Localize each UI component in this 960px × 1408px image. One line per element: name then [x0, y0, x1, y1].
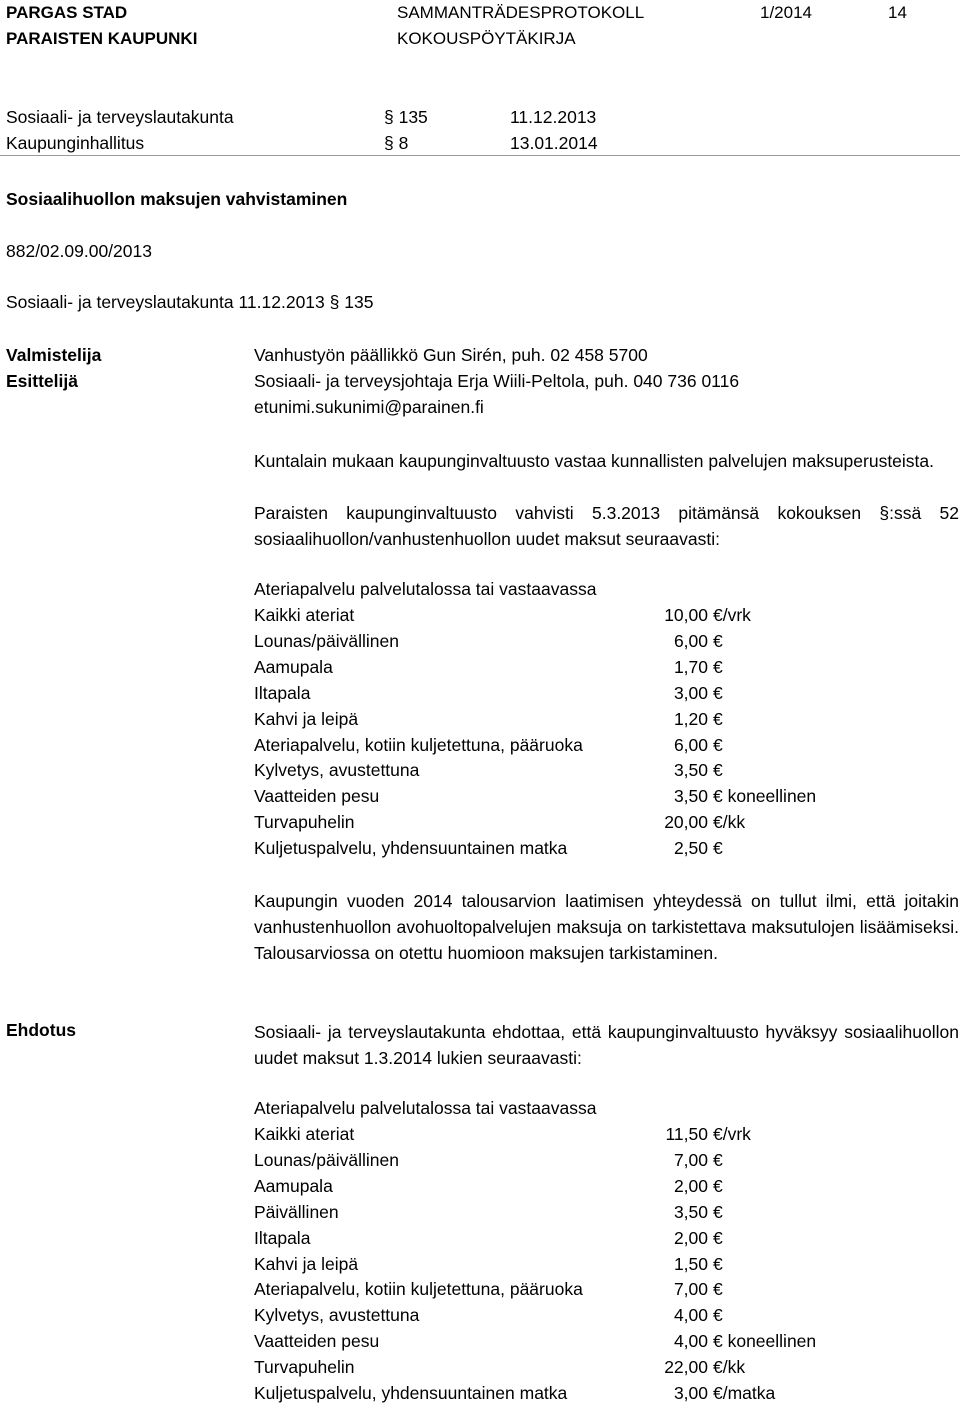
fee-value: 6,00 — [673, 734, 708, 755]
fee-label: Kaikki ateriat — [254, 605, 355, 625]
fee-unit: € — [713, 682, 723, 703]
fee-label: Iltapala — [254, 682, 311, 703]
fee-label: Vaatteiden pesu — [254, 1331, 380, 1352]
fee-unit: € — [713, 708, 723, 729]
fee-row — [254, 759, 854, 785]
fee-value: 3,50 — [673, 786, 708, 807]
fee-row — [254, 1253, 854, 1279]
fee-row — [254, 837, 854, 863]
fee-value: 1,70 — [673, 656, 708, 677]
fee-label: Lounas/päivällinen — [254, 630, 399, 651]
fee-unit: €/vrk — [713, 605, 751, 625]
fee-label: Päivällinen — [254, 1201, 339, 1222]
fee-value: 3,00 — [673, 1383, 708, 1403]
fee-row — [254, 1123, 854, 1149]
fee-unit: € — [713, 734, 723, 755]
fee-value: 1,50 — [673, 1253, 708, 1274]
fee-unit: € — [713, 1279, 723, 1300]
meeting-section: § 8 — [384, 133, 409, 153]
fee-row — [254, 656, 854, 682]
meeting-section: § 135 — [384, 107, 428, 127]
proposal-text: Sosiaali- ja terveyslautakunta ehdottaa, että kaupunginvaltuusto hyväksyy sosiaalihuollon uudet maksut 1.3.2014 lukien seuraavasti: — [254, 1022, 959, 1068]
page-number: 14 — [888, 3, 907, 22]
fee-row — [254, 1382, 854, 1408]
fee-row — [254, 1356, 854, 1382]
fee-value: 6,00 — [673, 630, 708, 651]
fee-row — [254, 708, 854, 734]
fee-unit: €/kk — [713, 812, 746, 833]
doc-type-fi: KOKOUSPÖYTÄKIRJA — [397, 29, 576, 48]
fee-value: 7,00 — [673, 1279, 708, 1300]
fee-label: Kylvetys, avustettuna — [254, 1305, 420, 1326]
fee-value: 4,00 — [673, 1331, 708, 1352]
reference-number: 882/02.09.00/2013 — [6, 241, 152, 261]
intro-paragraph-1: Kuntalain mukaan kaupunginvaltuusto vastaa kunnallisten palvelujen maksuperusteista. — [254, 451, 935, 471]
fee-row — [254, 1201, 854, 1227]
new-fees-heading: Ateriapalvelu palvelutalossa tai vastaavassa — [254, 1098, 597, 1118]
fee-label: Vaatteiden pesu — [254, 786, 380, 807]
fee-value: 2,00 — [673, 1175, 708, 1196]
budget-note: Kaupungin vuoden 2014 talousarvion laatimisen yhteydessä on tullut ilmi, että joitakin vanhustenhuollon avohuoltopalvelujen maksuja on tarkistettava maksutulojen lisäämiseksi. Talousarviossa on otettu huomioon maksujen tarkistaminen. — [254, 891, 959, 963]
fee-value: 1,20 — [673, 708, 708, 729]
org-name-sv: PARGAS STAD — [6, 3, 128, 22]
fee-unit: € koneellinen — [713, 786, 817, 807]
fee-label: Turvapuhelin — [254, 1357, 355, 1378]
fee-row — [254, 1330, 854, 1356]
fee-row — [254, 1278, 854, 1304]
header-divider — [0, 155, 960, 156]
esittelija-text: Sosiaali- ja terveysjohtaja Erja Wiili-Peltola, puh. 040 736 0116 — [254, 371, 740, 391]
fee-unit: € — [713, 656, 723, 677]
fee-value: 2,50 — [673, 838, 708, 859]
fee-value: 10,00 — [664, 605, 708, 625]
fee-unit: € — [713, 1149, 723, 1170]
meeting-date: 11.12.2013 — [510, 107, 597, 127]
fee-label: Kuljetuspalvelu, yhdensuuntainen matka — [254, 1383, 568, 1403]
fee-row — [254, 604, 854, 630]
valmistelija-label: Valmistelija — [6, 345, 102, 365]
issue-number: 1/2014 — [760, 3, 812, 22]
fee-value: 11,50 — [665, 1124, 708, 1144]
fee-row — [254, 811, 854, 837]
fee-label: Ateriapalvelu, kotiin kuljetettuna, pääruoka — [254, 734, 583, 755]
current-fees-heading: Ateriapalvelu palvelutalossa tai vastaavassa — [254, 579, 597, 599]
fee-unit: €/vrk — [713, 1124, 751, 1144]
fee-unit: € — [713, 1175, 723, 1196]
fee-label: Kaikki ateriat — [254, 1124, 355, 1144]
fee-label: Kahvi ja leipä — [254, 1253, 359, 1274]
fee-value: 3,00 — [673, 682, 708, 703]
intro-paragraph-2: Paraisten kaupunginvaltuusto vahvisti 5.3.2013 pitämänsä kokouksen §:ssä 52 sosiaalihuollon/vanhustenhuollon uudet maksut seuraavasti: — [254, 503, 959, 549]
fee-value: 4,00 — [673, 1305, 708, 1326]
fee-row — [254, 1227, 854, 1253]
fee-unit: €/matka — [713, 1383, 776, 1403]
fee-row — [254, 734, 854, 760]
fee-unit: € koneellinen — [713, 1331, 817, 1352]
fee-label: Lounas/päivällinen — [254, 1149, 399, 1170]
org-name-fi: PARAISTEN KAUPUNKI — [6, 29, 198, 48]
fee-value: 3,50 — [673, 1201, 708, 1222]
meeting-body: Kaupunginhallitus — [6, 133, 145, 153]
fee-label: Iltapala — [254, 1227, 311, 1248]
esittelija-label: Esittelijä — [6, 371, 78, 391]
valmistelija-text: Vanhustyön päällikkö Gun Sirén, puh. 02 458 5700 — [254, 345, 648, 365]
fee-value: 2,00 — [673, 1227, 708, 1248]
subject-title: Sosiaalihuollon maksujen vahvistaminen — [6, 189, 348, 209]
fee-unit: € — [713, 838, 723, 859]
contact-email: etunimi.sukunimi@parainen.fi — [254, 397, 484, 417]
meeting-body: Sosiaali- ja terveyslautakunta — [6, 107, 234, 127]
prior-meeting: Sosiaali- ja terveyslautakunta 11.12.2013 § 135 — [6, 292, 374, 312]
fee-row — [254, 1149, 854, 1175]
fee-label: Ateriapalvelu, kotiin kuljetettuna, pääruoka — [254, 1279, 583, 1300]
fee-label: Aamupala — [254, 1175, 333, 1196]
fee-row — [254, 682, 854, 708]
fee-value: 20,00 — [664, 812, 708, 833]
fee-unit: € — [713, 1305, 723, 1326]
proposal-label: Ehdotus — [6, 1020, 76, 1040]
meeting-date: 13.01.2014 — [510, 133, 598, 153]
fee-unit: € — [713, 1253, 723, 1274]
fee-label: Aamupala — [254, 656, 333, 677]
fee-unit: € — [713, 1201, 723, 1222]
fee-label: Kylvetys, avustettuna — [254, 760, 420, 781]
fee-value: 22,00 — [664, 1357, 708, 1378]
fee-label: Turvapuhelin — [254, 812, 355, 833]
fee-row — [254, 1304, 854, 1330]
fee-value: 3,50 — [673, 760, 708, 781]
fee-label: Kuljetuspalvelu, yhdensuuntainen matka — [254, 838, 568, 859]
fee-label: Kahvi ja leipä — [254, 708, 359, 729]
doc-type-sv: SAMMANTRÄDESPROTOKOLL — [397, 3, 645, 22]
fee-unit: € — [713, 1227, 723, 1248]
fee-value: 7,00 — [673, 1149, 708, 1170]
fee-unit: € — [713, 630, 723, 651]
fee-unit: €/kk — [713, 1357, 746, 1378]
fee-unit: € — [713, 760, 723, 781]
fee-row — [254, 630, 854, 656]
fee-row — [254, 785, 854, 811]
fee-row — [254, 1175, 854, 1201]
